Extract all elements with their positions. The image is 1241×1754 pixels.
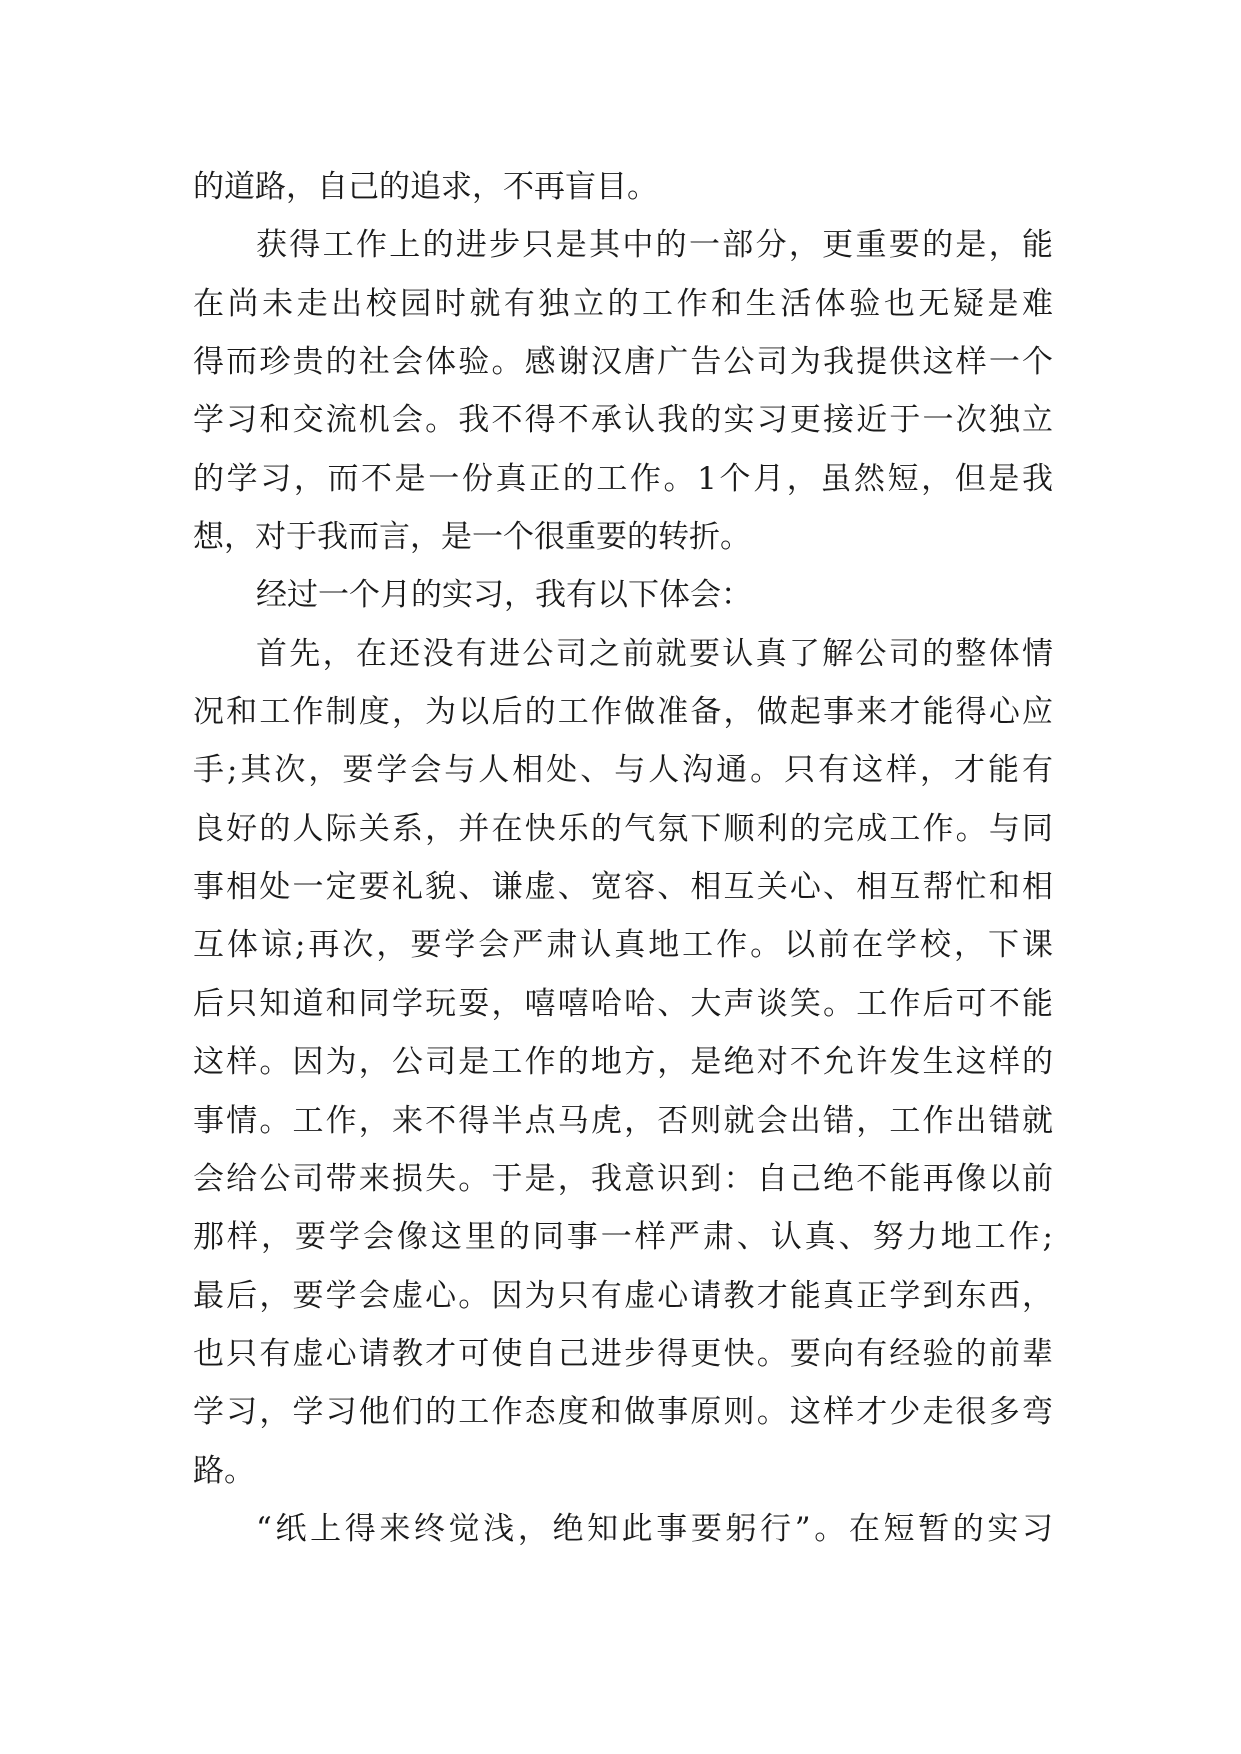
- text-line: 想，对于我而言，是一个很重要的转折。: [193, 519, 751, 556]
- text-line: 在尚未走出校园时就有独立的工作和生活体验也无疑是难: [193, 285, 1053, 322]
- text-line: 事相处一定要礼貌、谦虚、宽容、相互关心、相互帮忙和相: [193, 869, 1053, 906]
- text-line: 学习，学习他们的工作态度和做事原则。这样才少走很多弯: [193, 1394, 1053, 1431]
- text-line: 况和工作制度，为以后的工作做准备，做起事来才能得心应: [193, 694, 1053, 731]
- text-line: 事情。工作，来不得半点马虎，否则就会出错，工作出错就: [193, 1102, 1053, 1139]
- text-line: “纸上得来终觉浅，绝知此事要躬行”。在短暂的实习: [256, 1510, 1053, 1547]
- text-line: 互体谅;再次，要学会严肃认真地工作。以前在学校，下课: [193, 927, 1053, 964]
- text-line: 的学习，而不是一份真正的工作。1个月，虽然短，但是我: [193, 460, 1053, 497]
- body-text: [193, 158, 1053, 1558]
- text-line: 这样。因为，公司是工作的地方，是绝对不允许发生这样的: [193, 1044, 1053, 1081]
- text-line: 经过一个月的实习，我有以下体会：: [256, 577, 752, 614]
- text-line: 路。: [193, 1452, 255, 1489]
- text-line: 首先，在还没有进公司之前就要认真了解公司的整体情: [256, 635, 1053, 672]
- text-line: 良好的人际关系，并在快乐的气氛下顺利的完成工作。与同: [193, 810, 1053, 847]
- text-line: 得而珍贵的社会体验。感谢汉唐广告公司为我提供这样一个: [193, 344, 1053, 381]
- text-line: 那样，要学会像这里的同事一样严肃、认真、努力地工作;: [193, 1219, 1053, 1256]
- text-line: 学习和交流机会。我不得不承认我的实习更接近于一次独立: [193, 402, 1053, 439]
- text-line: 会给公司带来损失。于是，我意识到：自己绝不能再像以前: [193, 1160, 1053, 1197]
- text-line: 也只有虚心请教才可使自己进步得更快。要向有经验的前辈: [193, 1335, 1053, 1372]
- text-line: 最后，要学会虚心。因为只有虚心请教才能真正学到东西，: [193, 1277, 1053, 1314]
- text-line: 后只知道和同学玩耍，嘻嘻哈哈、大声谈笑。工作后可不能: [193, 985, 1053, 1022]
- text-line: 的道路，自己的追求，不再盲目。: [193, 169, 658, 205]
- text-line: 手;其次，要学会与人相处、与人沟通。只有这样，才能有: [193, 752, 1053, 789]
- text-line: 获得工作上的进步只是其中的一部分，更重要的是，能: [256, 227, 1053, 264]
